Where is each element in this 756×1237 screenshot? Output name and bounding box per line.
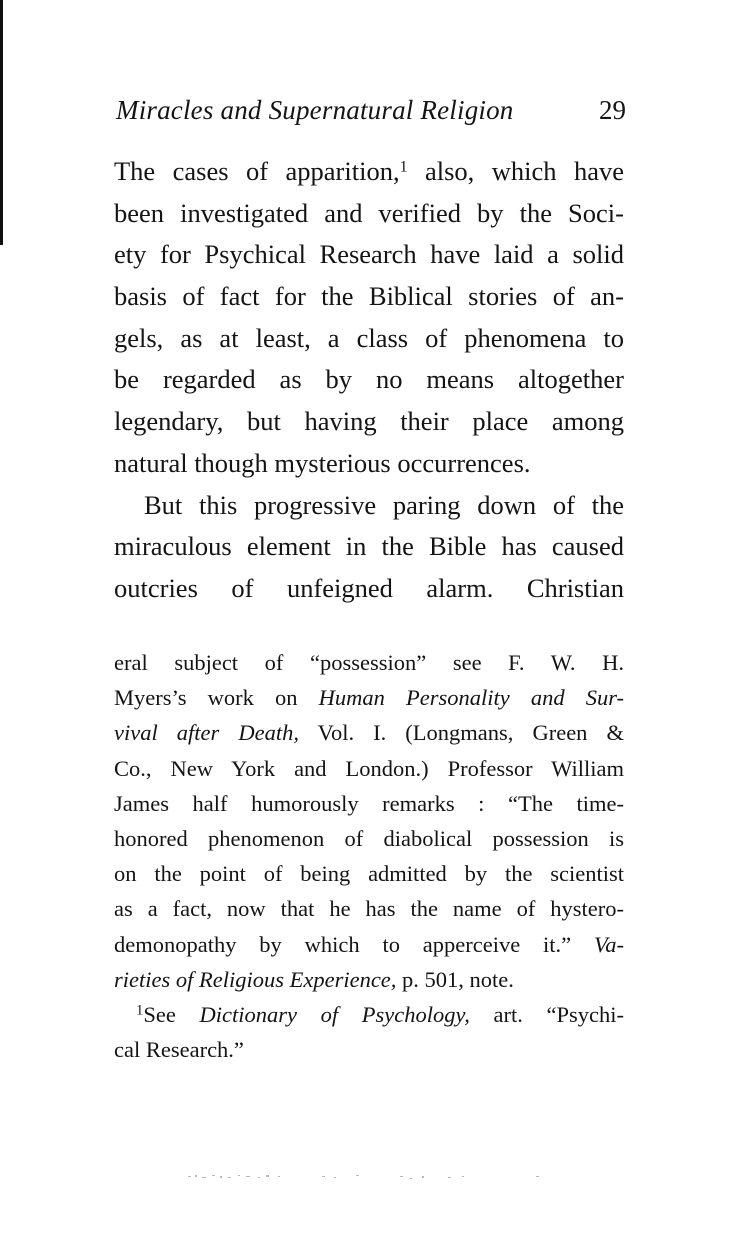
text-line-11: outcries of unfeigned alarm. Christian xyxy=(114,572,624,603)
main-text xyxy=(114,151,624,610)
footnote-line-11: $^1$See Dictionary of Psychology, art. “Psychi- xyxy=(136,1001,624,1027)
text-line-3: ety for Psychical Research have laid a solid xyxy=(114,239,624,270)
page-number: 29 xyxy=(599,95,626,125)
footnote-line-1: eral subject of “possession” see F. W. H. xyxy=(114,650,624,675)
footnote-ref-1: 1 xyxy=(399,158,408,176)
text-line-4: basis of fact for the Biblical stories of an- xyxy=(114,281,624,312)
text-line-8: natural though mysterious occurrences. xyxy=(114,447,531,478)
text-line-10: miraculous element in the Bible has caused xyxy=(114,531,624,562)
footnote-line-7: on the point of being admitted by the scientist xyxy=(114,861,624,887)
footnote-line-6: honored phenomenon of diabolical possession is xyxy=(114,825,624,851)
footnote-line-12: cal Research.” xyxy=(114,1037,244,1063)
text-line-9: But this progressive paring down of the xyxy=(144,489,624,520)
footnote-line-3: vival after Death, Vol. I. (Longmans, Green & xyxy=(114,720,624,746)
footnote-marker-1: 1 xyxy=(136,1002,144,1019)
text-line-1: The cases of apparition,$^1$ also, which have xyxy=(114,156,624,186)
page-header xyxy=(116,92,628,128)
scan-noise-specks xyxy=(186,1172,546,1182)
scan-edge-line xyxy=(0,0,3,245)
text-line-6: be regarded as by no means altogether xyxy=(114,364,624,395)
footnote-line-4: Co., New York and London.) Professor William xyxy=(114,755,624,781)
footnotes xyxy=(114,645,624,1067)
footnote-line-5: James half humorously remarks : “The time- xyxy=(114,790,624,816)
text-line-2: been investigated and verified by the Soci- xyxy=(114,197,624,228)
text-line-7: legendary, but having their place among xyxy=(114,406,624,437)
running-title: Miracles and Supernatural Religion xyxy=(116,95,514,125)
footnote-line-9: demonopathy by which to apperceive it.” Va- xyxy=(114,931,624,957)
footnote-line-8: as a fact, now that he has the name of hystero- xyxy=(114,896,624,922)
footnote-line-10: rieties of Religious Experience, p. 501, note. xyxy=(114,966,514,992)
footnote-line-2: Myers’s work on Human Personality and Sur- xyxy=(114,685,624,711)
text-line-5: gels, as at least, a class of phenomena to xyxy=(114,322,624,353)
